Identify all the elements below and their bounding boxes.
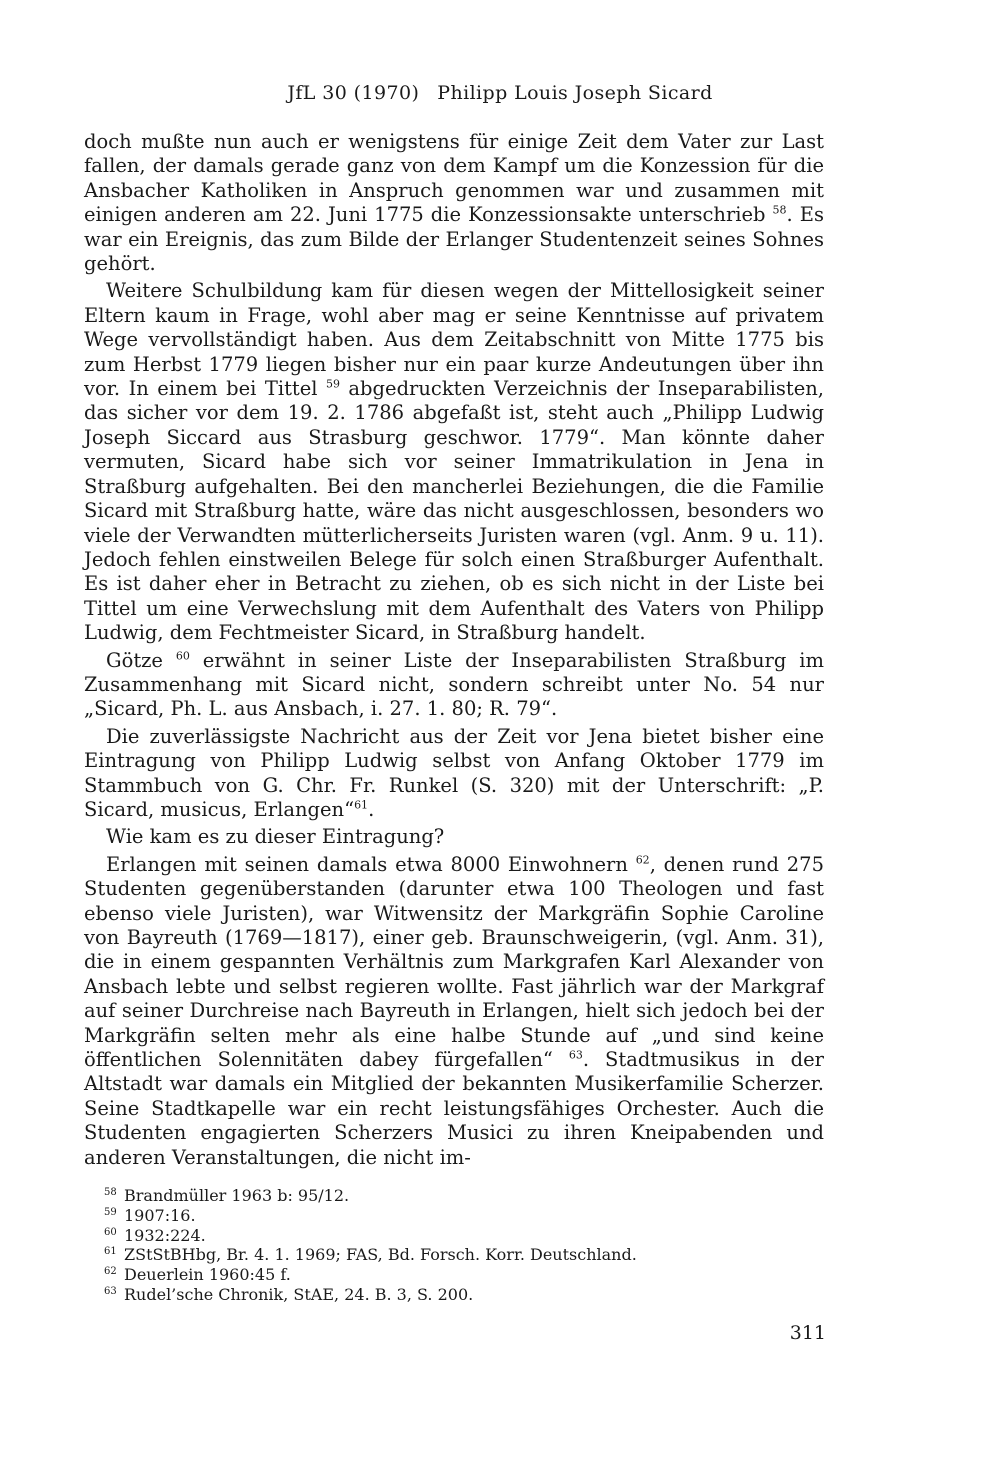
footnote <box>104 1186 824 1206</box>
footnote-marker: 58 <box>772 203 787 217</box>
footnote <box>104 1226 824 1246</box>
footnote-number: 59 <box>104 1206 117 1218</box>
paragraph-text: . <box>368 797 375 821</box>
paragraph <box>84 649 824 722</box>
footnote-marker: 59 <box>325 377 340 391</box>
paragraph-text: Weitere Schulbildung kam für diesen wegen der Mittellosigkeit seiner Eltern kaum in Frage, wohl aber mag er seine Kenntnisse auf privatem Wege vervollständigt haben. Aus dem Zeitabschnitt von Mitte 1775 bis zum Herbst 1779 liegen bisher nur ein paar kurze Andeutungen über ihn vor. In einem bei Tittel <box>84 279 824 401</box>
footnote-text: Rudel’sche Chronik, StAE, 24. B. 3, S. 200. <box>124 1284 474 1304</box>
footnote-text: 1932:224. <box>124 1225 206 1245</box>
paragraph <box>84 853 824 1170</box>
running-head <box>0 82 1000 104</box>
footnote <box>104 1285 824 1305</box>
footnote-marker: 62 <box>635 853 650 867</box>
footnote <box>104 1206 824 1226</box>
footnote-marker: 63 <box>568 1048 583 1062</box>
footnote-number: 62 <box>104 1266 117 1278</box>
paragraph-text: doch mußte nun auch er wenigstens für einige Zeit dem Vater zur Last fallen, der damals gerade ganz von dem Kampf um die Konzession für die Ansbacher Katholiken in Anspruch genommen war und zusammen mit einigen anderen am 22. Juni 1775 die Konzessionsakte unterschrieb <box>84 130 824 227</box>
footnote-text: Deuerlein 1960:45 f. <box>124 1265 291 1285</box>
footnote-marker: 61 <box>354 798 369 812</box>
page-number: 311 <box>789 1322 826 1344</box>
footnote-marker: 60 <box>175 649 190 663</box>
footnote-text: 1907:16. <box>124 1205 196 1225</box>
paragraph <box>84 130 824 276</box>
article-title: Philipp Louis Joseph Sicard <box>437 82 713 104</box>
paragraph-text: Die zuverlässigste Nachricht aus der Zeit vor Jena bietet bisher eine Eintragung von Philipp Ludwig selbst von Anfang Oktober 1779 im Stammbuch von G. Chr. Fr. Runkel (S. 320) mit der Unterschrift: „P. Sicard, musicus, Erlangen“ <box>84 724 824 821</box>
footnote-number: 58 <box>104 1187 117 1198</box>
paragraph <box>84 279 824 645</box>
footnote-text: Brandmüller 1963 b: 95/12. <box>124 1186 350 1205</box>
footnote-number: 60 <box>104 1226 117 1238</box>
paragraph-text: . Es war ein Ereignis, das zum Bilde der Erlanger Studentenzeit seines Sohnes gehört. <box>84 203 825 276</box>
paragraph-text: erwähnt in seiner Liste der Inseparabilisten Straßburg im Zusammenhang mit Sicard nicht, sondern schreibt unter No. 54 nur „Sicard, Ph. L. aus Ansbach, i. 27. 1. 80; R. 79“. <box>84 648 824 721</box>
paragraph-text: abgedruckten Verzeichnis der Inseparabilisten, das sicher vor dem 19. 2. 1786 abgefaßt ist, steht auch „Philipp Ludwig Joseph Siccard aus Strasburg geschwor. 1779“. Man könnte daher vermuten, Sicard habe sich vor seiner Immatrikulation in Jena in Straßburg aufgehalten. Bei den mancherlei Beziehungen, die die Familie Sicard mit Straßburg hatte, wäre das nicht ausgeschlossen, besonders wo viele der Verwandten mütterlicherseits Juristen waren (vgl. Anm. 9 u. 11). Jedoch fehlen einstweilen Belege für solch einen Straßburger Aufenthalt. Es ist daher eher in Betracht zu ziehen, ob es sich nicht in der Liste bei Tittel um eine Verwechslung mit dem Aufenthalt des Vaters von Philipp Ludwig, dem Fechtmeister Sicard, in Straßburg handelt. <box>84 377 824 645</box>
paragraph <box>84 825 824 849</box>
footnote <box>104 1245 824 1265</box>
footnote-text: ZStStBHbg, Br. 4. 1. 1969; FAS, Bd. Forsch. Korr. Deutschland. <box>124 1245 637 1265</box>
footnote <box>104 1265 824 1285</box>
paragraph-text: , denen rund 275 Studenten gegenüberstanden (darunter etwa 100 Theologen und fast ebenso viele Juristen), war Witwensitz der Markgräfin Sophie Caroline von Bayreuth (1769—1817), einer geb. Braunschweigerin, (vgl. Anm. 31), die in einem gespannten Verhältnis zum Markgrafen Karl Alexander von Ansbach lebte und selbst regieren wollte. Fast jährlich war der Markgraf auf seiner Durchreise nach Bayreuth in Erlangen, hielt sich jedoch bei der Markgräfin selten mehr als eine halbe Stunde auf „und sind keine öffentlichen Solennitäten dabey fürgefallen“ <box>84 852 824 1072</box>
journal-reference: JfL 30 (1970) <box>287 82 420 104</box>
paragraph-text: Götze <box>106 648 176 672</box>
body-text <box>84 130 824 1170</box>
paragraph-text: . Stadtmusikus in der Altstadt war damals ein Mitglied der bekannten Musikerfamilie Scherzer. Seine Stadtkapelle war ein recht leistungsfähiges Orchester. Auch die Studenten engagierten Scherzers Musici zu ihren Kneipabenden und anderen Veranstaltungen, die nicht im- <box>84 1048 825 1169</box>
footnote-number: 63 <box>104 1285 117 1297</box>
paragraph <box>84 725 824 823</box>
footnotes <box>104 1186 824 1305</box>
footnote-number: 61 <box>104 1246 117 1258</box>
paragraph-text: Erlangen mit seinen damals etwa 8000 Einwohnern <box>106 852 636 876</box>
paragraph-text: Wie kam es zu dieser Eintragung? <box>106 825 445 849</box>
